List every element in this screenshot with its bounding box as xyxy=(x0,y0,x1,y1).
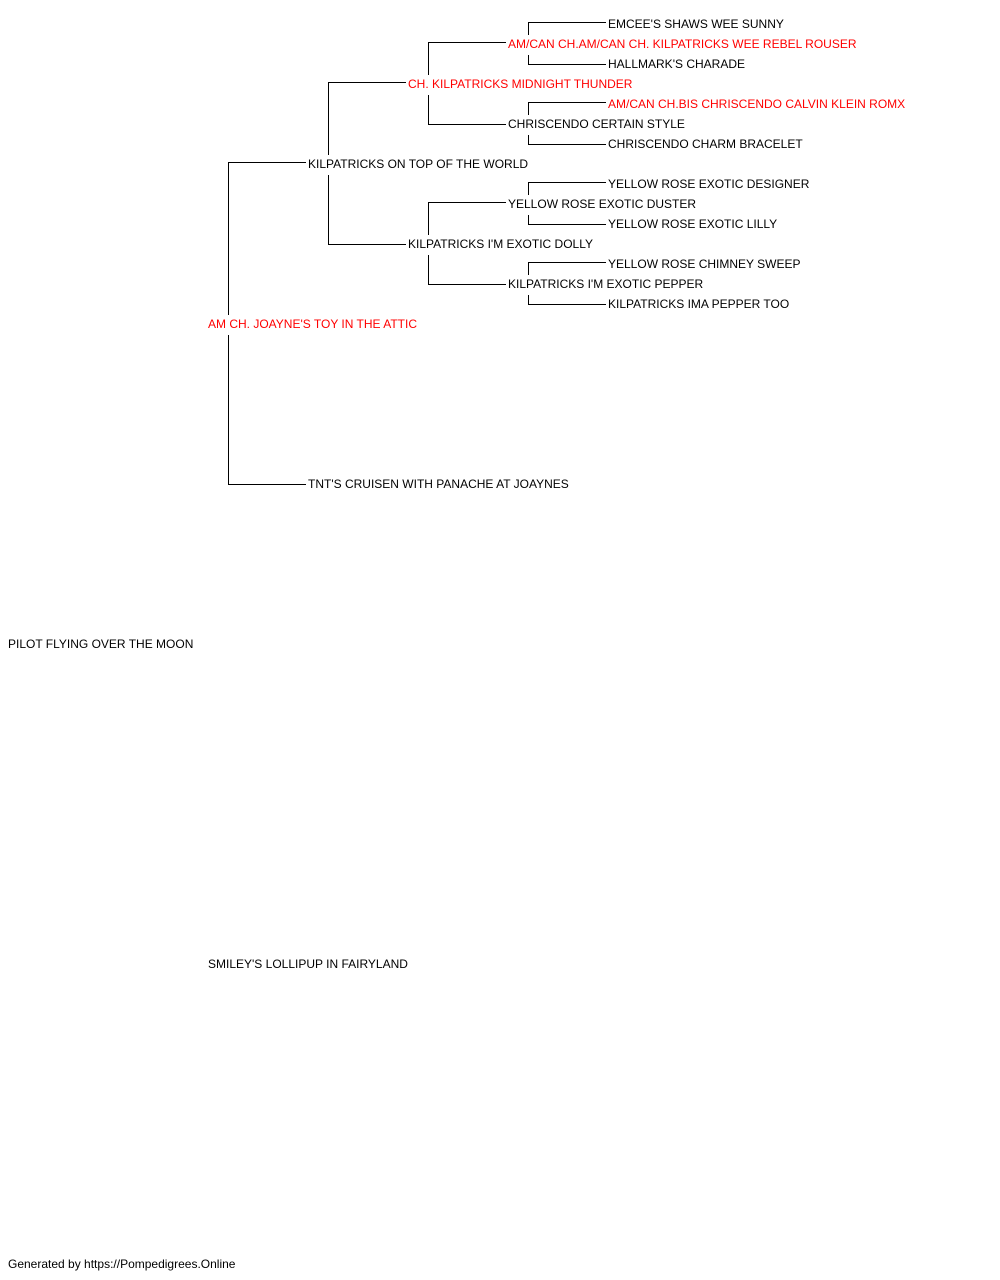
connector-sire-line xyxy=(229,335,307,485)
connector-sire-line xyxy=(529,23,607,36)
dam-name[interactable]: SMILEY'S LOLLIPUP IN FAIRYLAND xyxy=(208,957,408,971)
ancestor-name[interactable]: YELLOW ROSE CHIMNEY SWEEP xyxy=(608,257,801,271)
generated-by-footer: Generated by https://Pompedigrees.Online xyxy=(8,1257,236,1271)
subject-dog-name[interactable]: PILOT FLYING OVER THE MOON xyxy=(8,637,194,651)
connector-sire-line xyxy=(429,95,507,125)
connector-sire-line xyxy=(529,55,607,65)
great-grand-dam-name[interactable]: CHRISCENDO CERTAIN STYLE xyxy=(508,117,685,131)
great-grand-sire-name[interactable]: YELLOW ROSE EXOTIC DUSTER xyxy=(508,197,697,211)
ancestor-name[interactable]: HALLMARK'S CHARADE xyxy=(608,57,745,71)
connector-sire-line xyxy=(329,175,407,245)
ancestor-name[interactable]: YELLOW ROSE EXOTIC LILLY xyxy=(608,217,778,231)
sire-name[interactable]: AM CH. JOAYNE'S TOY IN THE ATTIC xyxy=(208,317,417,331)
sire-sire-name[interactable]: KILPATRICKS ON TOP OF THE WORLD xyxy=(308,157,529,171)
connector-sire-line xyxy=(429,255,507,285)
sire-dam-name[interactable]: TNT'S CRUISEN WITH PANACHE AT JOAYNES xyxy=(308,477,569,491)
ancestor-name[interactable]: YELLOW ROSE EXOTIC DESIGNER xyxy=(608,177,810,191)
sire-sire-dam-name[interactable]: KILPATRICKS I'M EXOTIC DOLLY xyxy=(408,237,593,251)
great-grand-sire-name[interactable]: AM/CAN CH.AM/CAN CH. KILPATRICKS WEE REBEL ROUSER xyxy=(508,37,857,51)
connector-sire-line xyxy=(329,83,407,156)
connector-sire-line xyxy=(529,295,607,305)
connector-sire-line xyxy=(529,103,607,116)
connector-sire-line xyxy=(429,43,507,76)
ancestor-name[interactable]: AM/CAN CH.BIS CHRISCENDO CALVIN KLEIN ROMX xyxy=(608,97,906,111)
connector-sire-line xyxy=(529,135,607,145)
connector-sire-line xyxy=(229,163,307,316)
connector-sire-line xyxy=(529,183,607,196)
connector-sire-line xyxy=(529,263,607,276)
connector-sire-line xyxy=(429,203,507,236)
ancestor-name[interactable]: KILPATRICKS IMA PEPPER TOO xyxy=(608,297,790,311)
ancestor-name[interactable]: CHRISCENDO CHARM BRACELET xyxy=(608,137,803,151)
ancestor-name[interactable]: EMCEE'S SHAWS WEE SUNNY xyxy=(608,17,784,31)
connector-sire-line xyxy=(529,215,607,225)
great-grand-dam-name[interactable]: KILPATRICKS I'M EXOTIC PEPPER xyxy=(508,277,704,291)
sire-sire-sire-name[interactable]: CH. KILPATRICKS MIDNIGHT THUNDER xyxy=(408,77,633,91)
